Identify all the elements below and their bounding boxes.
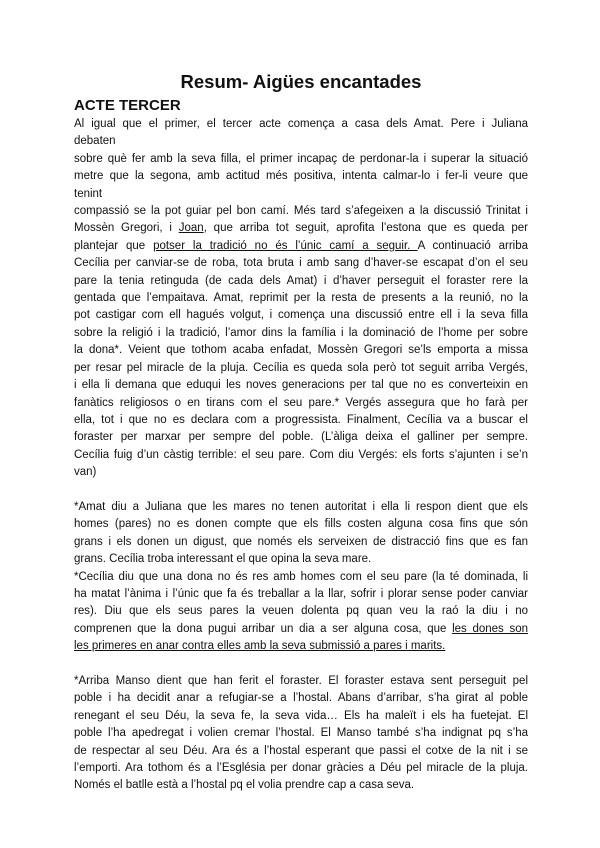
text-run: tenint [74, 187, 103, 200]
text-line [74, 569, 528, 586]
text-line [74, 360, 528, 377]
text-line [74, 133, 528, 150]
text-run: Cecília fuig d’un càstig terrible: el seu pare. Com diu Vergés: els forts s’ajunten i se’n [74, 448, 528, 461]
text-run: l’emporti. Ara tothom és a l’Església per donar gràcies a Déu pel miracle de la pluja. [74, 762, 528, 774]
text-run: plantejar que [74, 239, 154, 252]
text-line [74, 429, 528, 446]
text-run: *Amat diu a Juliana que les mares no tenen autoritat i ella li respon dient que els [74, 500, 528, 513]
document-title: Resum- Aigües encantades [180, 71, 422, 92]
text-line [74, 464, 528, 481]
text-line [74, 447, 528, 464]
text-run: A continuació arriba [417, 239, 528, 252]
paragraph [74, 116, 528, 482]
text-line [74, 725, 528, 742]
text-run: sobre què fer amb la seva filla, el primer incapaç de perdonar-la i superar la situació [74, 152, 528, 165]
section-heading: ACTE TERCER [74, 97, 181, 114]
text-line [74, 690, 528, 707]
text-run: de respectar al seu Déu. Ara és a l’hostal esperant que passi el cotxe de la nit i se [74, 744, 528, 757]
underlined-text: potser la tradició no és l’únic camí a seguir. [153, 239, 418, 252]
text-run: sobre la religió i la tradició, l’amor dins la família i la dominació de l’home per sobre [74, 326, 528, 339]
underlined-text: les primeres en anar contra elles amb la seva submissió a pares i marits. [74, 640, 446, 653]
text-run: pot castigar com ell hagués volgut, i comença una discussió entre ell i la seva filla [74, 309, 528, 322]
text-run: van) [74, 466, 97, 479]
text-run: grans. Cecília troba interessant el que opina la seva mare. [74, 553, 372, 566]
text-run: Cecília per canviar-se de roba, tota bruta i amb sang d’haver-se escapat d’on el seu [74, 257, 528, 270]
paragraph-gap [74, 482, 528, 499]
text-run: res). Diu que els seus pares la veuen dolenta pq quan veu la raó la diu i no [74, 605, 528, 618]
text-run: poble i ha decidit anar a refugiar-se a l’hostal. Abans d’arribar, s’ha girat al poble [74, 692, 528, 705]
text-run: pare la tenia retinguda (de cada dels Amat) i d’haver perseguit el foraster rere la [74, 274, 528, 287]
text-line [74, 708, 528, 725]
text-line [74, 516, 528, 533]
text-run: renegant el seu Déu, la seva fe, la seva vida… Els ha maleït i els ha fuetejat. El [74, 709, 528, 722]
text-run: comprenen que la dona pugui arribar un dia a ser alguna cosa, que [74, 622, 453, 635]
text-run: i ella li demana que eduqui les noves generacions per tal que no es converteixin en [74, 379, 528, 392]
text-run: ella, tot i que no es declara com a progressista. Finalment, Cecília va a buscar el [74, 413, 528, 426]
text-run: poble l’ha apedregat i volien cremar l’hostal. El Manso també s’ha indignat pq s’ha [74, 727, 528, 740]
underlined-text: les dones son [452, 622, 528, 635]
underlined-text: Joan [178, 222, 204, 235]
text-line [74, 551, 528, 568]
text-line [74, 586, 528, 603]
text-run: gentada que l’empaitava. Amat, reprimit per la resta de presents a la reunió, no la [74, 292, 528, 305]
text-line [74, 743, 528, 760]
text-line [74, 395, 528, 412]
text-line [74, 290, 528, 307]
paragraph-gap [74, 656, 528, 673]
text-line [74, 534, 528, 551]
text-line [74, 238, 528, 255]
text-line [74, 621, 528, 638]
text-line [74, 116, 528, 133]
text-line [74, 168, 528, 185]
text-line [74, 220, 528, 237]
text-line [74, 777, 528, 794]
document-page [74, 70, 528, 795]
text-line [74, 673, 528, 690]
text-run: compassió se la pot guiar pel bon camí. Més tard s’afegeixen a la discussió Trinitat i [74, 205, 528, 218]
text-run: per resar pel miracle de la pluja. Cecília es queda sola però tot seguit arriba Vergés, [74, 361, 528, 374]
text-run: grans i els donen un digust, que només els serveixen de distracció fins que es fan [74, 535, 528, 548]
text-line [74, 151, 528, 168]
text-line [74, 273, 528, 290]
text-run: foraster per marxar per sempre del poble. (L’àliga deixa el galliner per sempre. [74, 431, 528, 444]
text-line [74, 342, 528, 359]
text-line [74, 203, 528, 220]
text-line [74, 603, 528, 620]
text-run: ha matat l’ànima i l’únic que fa és treballar a la llar, sofrir i plorar sense poder canviar [74, 587, 528, 600]
text-run: debaten [74, 135, 116, 148]
paragraph [74, 499, 528, 656]
text-line [74, 760, 528, 777]
text-line [74, 255, 528, 272]
text-run: Mossèn Gregori, i [74, 222, 179, 235]
text-run: metre que la segona, amb actitud més positiva, intenta calmar-lo i fer-li veure que [74, 170, 528, 183]
document-body [74, 116, 528, 795]
text-line [74, 307, 528, 324]
text-run: , que arriba tot seguit, aprofita l’estona que es queda per [203, 222, 528, 235]
paragraph [74, 673, 528, 795]
text-line [74, 325, 528, 342]
text-run: *Cecília diu que una dona no és res amb homes com el seu pare (la té dominada, li [74, 570, 528, 583]
text-run: Al igual que el primer, el tercer acte comença a casa dels Amat. Pere i Juliana [74, 118, 528, 130]
text-line [74, 377, 528, 394]
text-line [74, 412, 528, 429]
text-run: homes (pares) no es donen compte que els fills costen alguna cosa fins que són [74, 518, 528, 531]
text-line [74, 638, 528, 655]
text-run: *Arriba Manso dient que han ferit el foraster. El foraster estava sent perseguit pel [74, 674, 528, 687]
text-line [74, 186, 528, 203]
text-run: fanàtics religiosos o en tirans com el seu pare.* Vergés assegura que ho farà per [74, 396, 528, 409]
text-run: la dona*. Veient que tothom acaba enfadat, Mossèn Gregori se’ls emporta a missa [74, 344, 528, 357]
text-run: Només el batlle està a l’hostal pq el volia prendre cap a casa seva. [74, 779, 415, 792]
text-line [74, 499, 528, 516]
